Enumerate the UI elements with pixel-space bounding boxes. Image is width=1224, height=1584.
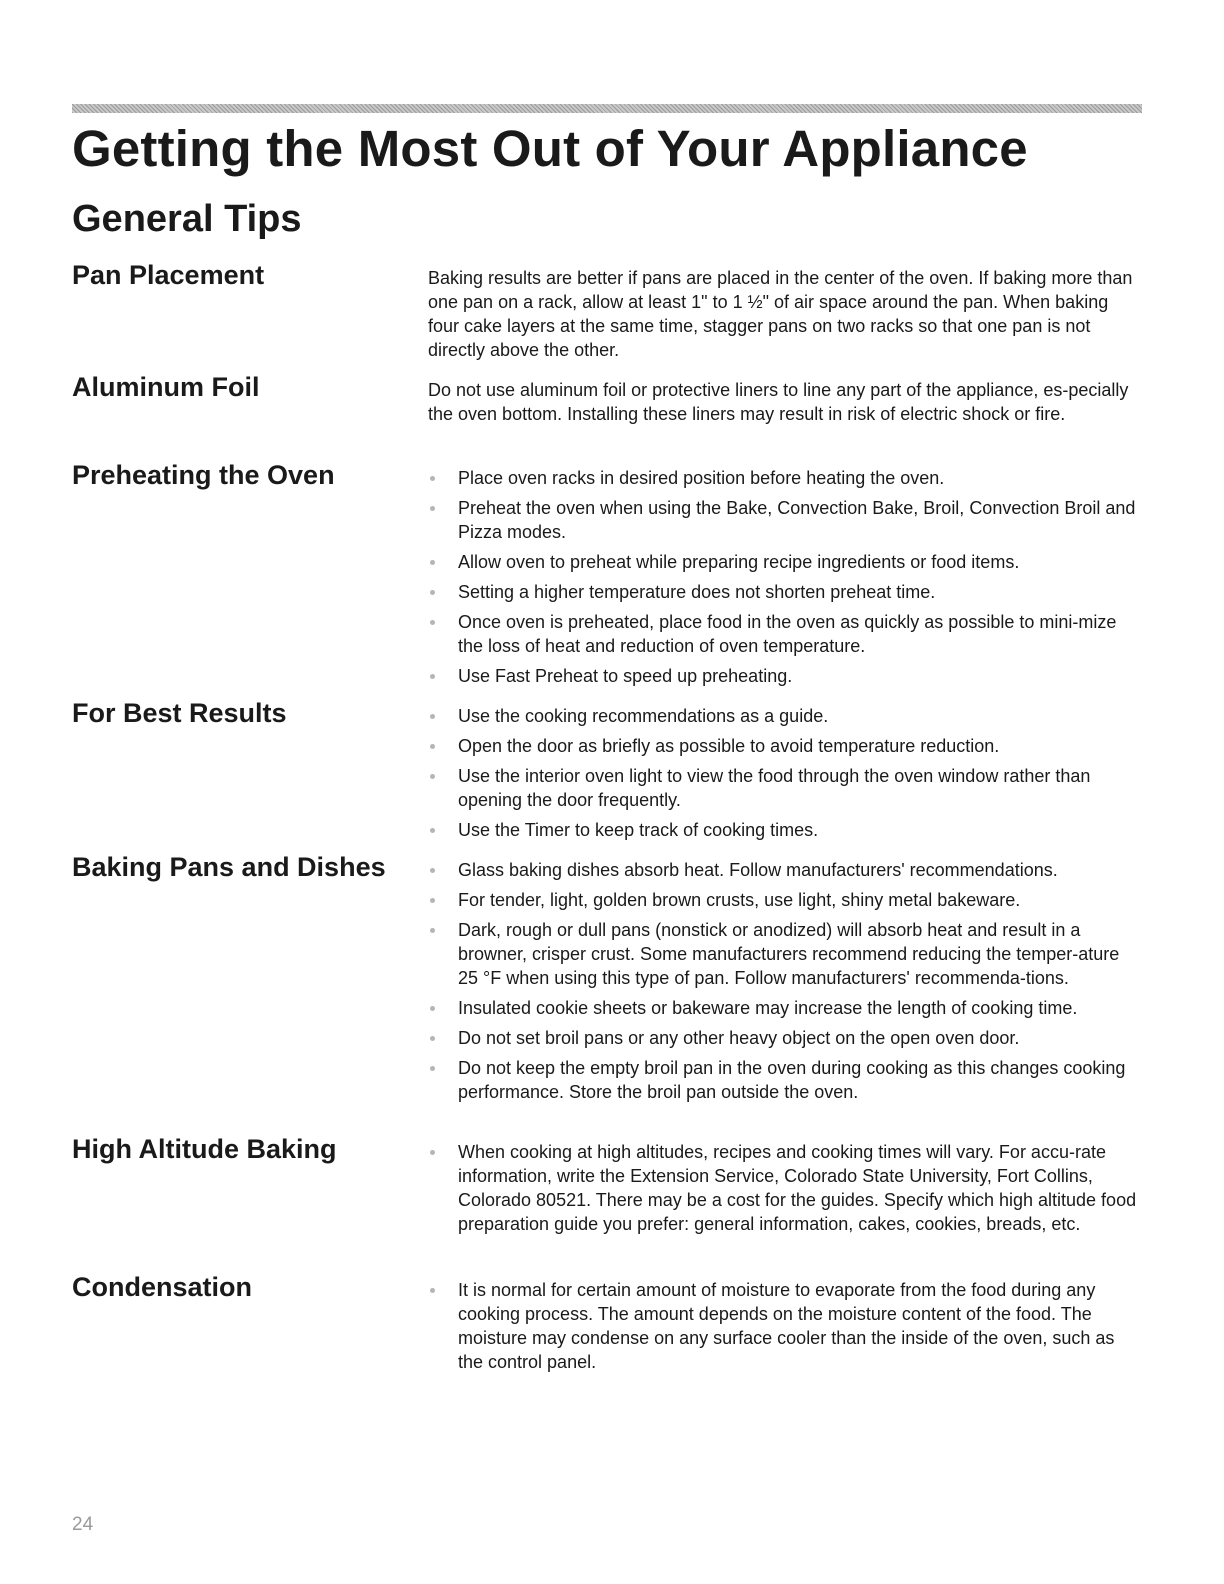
list-item [428, 1140, 1140, 1236]
bullet-icon [430, 1066, 435, 1071]
bullet-icon [430, 506, 435, 511]
list-item-text: Open the door as briefly as possible to avoid temperature reduction. [458, 736, 1000, 756]
list-item-text: Once oven is preheated, place food in the oven as quickly as possible to mini-mize the loss of heat and reduction of oven temperature. [458, 612, 1117, 656]
list-item-text: Insulated cookie sheets or bakeware may increase the length of cooking time. [458, 998, 1078, 1018]
section-heading: High Altitude Baking [72, 1134, 337, 1164]
bullet-icon [430, 828, 435, 833]
list-item [428, 580, 1140, 604]
list-item-text: Use the Timer to keep track of cooking times. [458, 820, 819, 840]
bullet-icon [430, 868, 435, 873]
section-heading: Baking Pans and Dishes [72, 852, 386, 882]
list-item [428, 1278, 1140, 1374]
list-item [428, 858, 1140, 882]
list-item [428, 918, 1140, 990]
section-heading: Condensation [72, 1272, 252, 1302]
list-item [428, 996, 1140, 1020]
bullet-list [428, 1140, 1140, 1242]
bullet-icon [430, 1006, 435, 1011]
list-item-text: Preheat the oven when using the Bake, Convection Bake, Broil, Convection Broil and Pizza modes. [458, 498, 1136, 542]
list-item [428, 818, 1140, 842]
list-item [428, 496, 1140, 544]
bullet-icon [430, 560, 435, 565]
bullet-icon [430, 898, 435, 903]
header-rule [72, 104, 1142, 113]
section-text: Baking results are better if pans are placed in the center of the oven. If baking more than one pan on a rack, allow at least 1" to 1 ½" of air space around the pan. When baking four cake layers at the same time, stagger pans on two racks so that one pan is not directly above the other. [428, 268, 1133, 360]
list-item-text: Place oven racks in desired position before heating the oven. [458, 468, 945, 488]
list-item [428, 734, 1140, 758]
section-heading: Pan Placement [72, 260, 265, 290]
bullet-list [428, 704, 1140, 848]
list-item [428, 704, 1140, 728]
list-item-text: Use the cooking recommendations as a guide. [458, 706, 829, 726]
page-title: Getting the Most Out of Your Appliance [72, 120, 1028, 177]
list-item [428, 466, 1140, 490]
list-item [428, 664, 1140, 688]
bullet-icon [430, 674, 435, 679]
bullet-icon [430, 620, 435, 625]
list-item-text: Use Fast Preheat to speed up preheating. [458, 666, 793, 686]
list-item-text: Use the interior oven light to view the food through the oven window rather than opening the door frequently. [458, 766, 1091, 810]
bullet-icon [430, 590, 435, 595]
list-item-text: Setting a higher temperature does not shorten preheat time. [458, 582, 936, 602]
list-item [428, 1056, 1140, 1104]
list-item [428, 610, 1140, 658]
section-heading: For Best Results [72, 698, 287, 728]
list-item-text: When cooking at high altitudes, recipes and cooking times will vary. For accu-rate information, write the Extension Service, Colorado State University, Fort Collins, Colorado 80521. There may be a cost for the guides. Specify which high altitude food preparation guide you prefer: general information, cakes, cookies, breads, etc. [458, 1142, 1137, 1234]
section-title: General Tips [72, 198, 302, 240]
list-item [428, 764, 1140, 812]
bullet-icon [430, 1150, 435, 1155]
list-item [428, 1026, 1140, 1050]
list-item-text: Glass baking dishes absorb heat. Follow manufacturers' recommendations. [458, 860, 1058, 880]
section-heading: Preheating the Oven [72, 460, 335, 490]
page-number: 24 [72, 1514, 94, 1535]
list-item-text: Do not set broil pans or any other heavy object on the open oven door. [458, 1028, 1020, 1048]
list-item-text: For tender, light, golden brown crusts, use light, shiny metal bakeware. [458, 890, 1021, 910]
section-text: Do not use aluminum foil or protective liners to line any part of the appliance, es-pecially the oven bottom. Installing these liners may result in risk of electric shock or fire. [428, 380, 1129, 424]
bullet-icon [430, 744, 435, 749]
bullet-icon [430, 476, 435, 481]
bullet-icon [430, 1288, 435, 1293]
bullet-list [428, 466, 1140, 694]
bullet-list [428, 858, 1140, 1110]
bullet-icon [430, 928, 435, 933]
list-item [428, 550, 1140, 574]
list-item-text: It is normal for certain amount of moisture to evaporate from the food during any cooking process. The amount depends on the moisture content of the food. The moisture may condense on any surface cooler than the inside of the oven, such as the control panel. [458, 1280, 1115, 1372]
bullet-list [428, 1278, 1140, 1380]
bullet-icon [430, 774, 435, 779]
list-item [428, 888, 1140, 912]
section-heading: Aluminum Foil [72, 372, 260, 402]
list-item-text: Do not keep the empty broil pan in the oven during cooking as this changes cooking performance. Store the broil pan outside the oven. [458, 1058, 1126, 1102]
list-item-text: Allow oven to preheat while preparing recipe ingredients or food items. [458, 552, 1020, 572]
bullet-icon [430, 714, 435, 719]
bullet-icon [430, 1036, 435, 1041]
list-item-text: Dark, rough or dull pans (nonstick or anodized) will absorb heat and result in a browner, crisper crust. Some manufacturers recommend reducing the temper-ature 25 °F when using this type of pan. Follow manufacturers' recommenda-tions. [458, 920, 1120, 988]
